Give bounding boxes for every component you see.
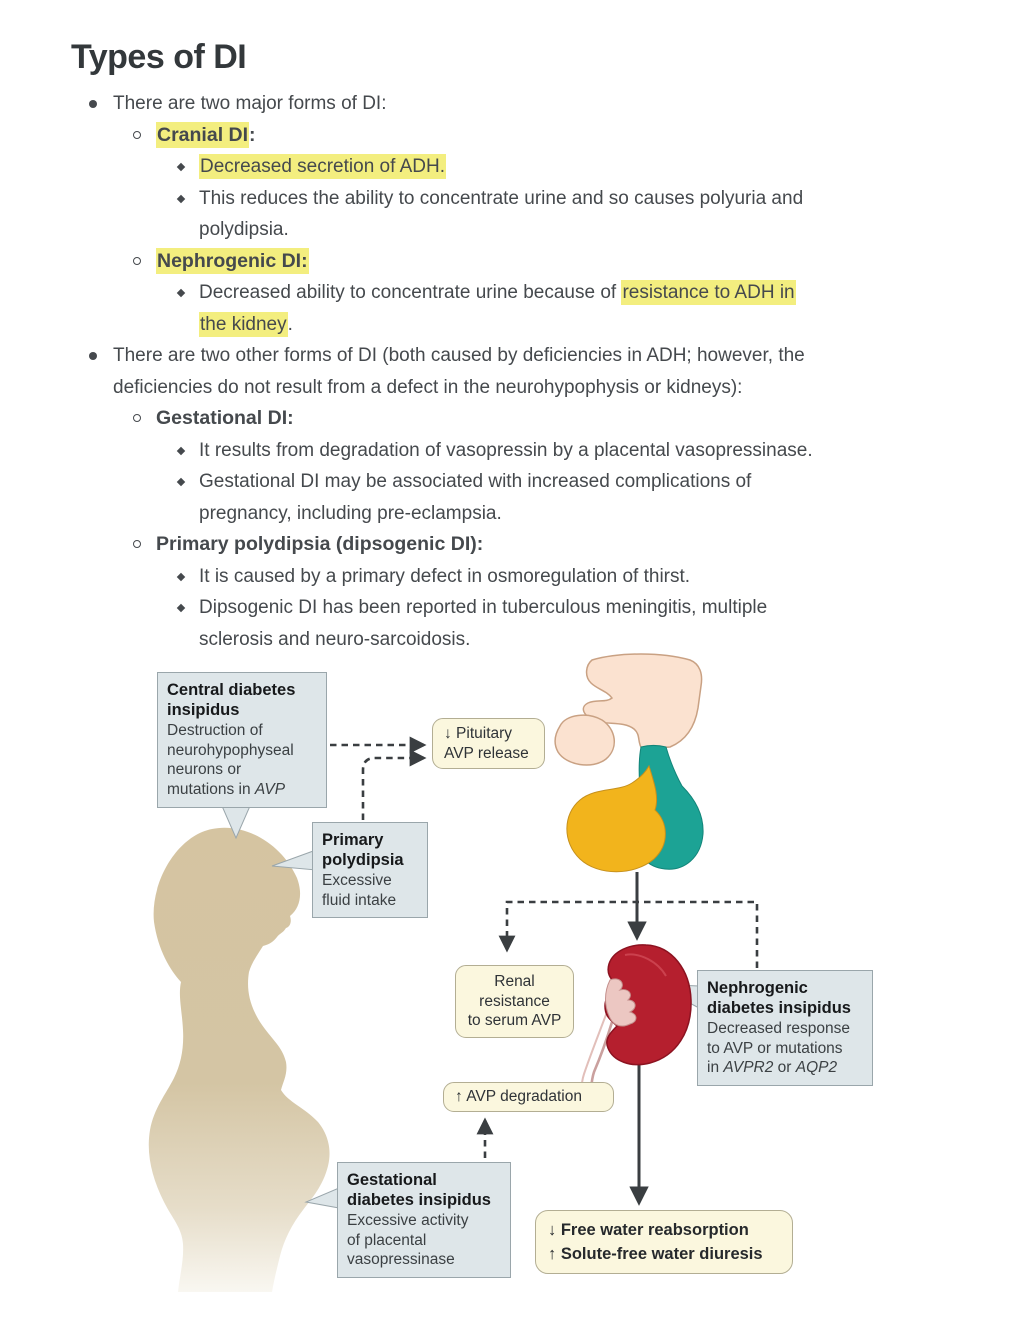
- box-title: Central diabetes insipidus: [167, 681, 296, 719]
- note-item: [0, 151, 1036, 183]
- pregnant-woman-silhouette: [149, 828, 330, 1292]
- kidney: [580, 945, 691, 1100]
- note-text: Gestational DI may be associated with increased complications of pregnancy, including pre-eclampsia.: [199, 471, 752, 524]
- box-body: Excessive fluid intake: [322, 872, 397, 909]
- note-item: [0, 277, 1036, 340]
- circle-bullet-icon: [133, 257, 141, 265]
- box-title: Nephrogenic diabetes insipidus: [707, 979, 851, 1017]
- disc-bullet-icon: [89, 352, 97, 360]
- note-item: [0, 466, 1036, 529]
- circle-bullet-icon: [133, 414, 141, 422]
- note-text: This reduces the ability to concentrate urine and so causes polyuria and polydipsia.: [199, 187, 804, 240]
- diamond-bullet-icon: [177, 604, 185, 612]
- diamond-bullet-icon: [177, 289, 185, 297]
- avp-degradation-box: ↑ AVP degradation: [443, 1082, 614, 1112]
- circle-bullet-icon: [133, 131, 141, 139]
- note-item: [0, 88, 1036, 120]
- note-text: Nephrogenic DI:: [157, 249, 308, 272]
- note-text: Decreased secretion of ADH.: [200, 156, 446, 177]
- box-title: Primary polydipsia: [322, 831, 404, 869]
- note-text: Dipsogenic DI has been reported in tuberculous meningitis, multiple sclerosis and neuro-sarcoidosis.: [199, 597, 768, 650]
- hypothalamus-pituitary-gland: [555, 654, 703, 872]
- box-body: Destruction of neurohypophyseal neurons or mutations in AVP: [167, 722, 294, 798]
- note-text: It results from degradation of vasopressin by a placental vasopressinase.: [199, 439, 813, 461]
- note-item: [0, 561, 1036, 593]
- note-item: [0, 403, 1036, 435]
- note-text: Cranial DI:: [157, 123, 256, 146]
- di-mechanism-diagram: [0, 650, 1036, 1331]
- free-water-outcome-box: ↓ Free water reabsorption ↑ Solute-free water diuresis: [535, 1210, 793, 1274]
- dashed-arrow-polydipsia-to-pituitary: [363, 758, 424, 820]
- disc-bullet-icon: [89, 100, 97, 108]
- note-text: Decreased ability to concentrate urine because of resistance to ADH in the kidney.: [199, 282, 795, 335]
- box-body: Decreased response to AVP or mutations in AVPR2 or AQP2: [707, 1020, 851, 1076]
- note-item: [0, 183, 1036, 246]
- notes-list: [0, 88, 1036, 655]
- note-text: Primary polydipsia (dipsogenic DI):: [156, 533, 484, 555]
- note-item: [0, 340, 1036, 403]
- note-item: [0, 592, 1036, 655]
- note-text: There are two major forms of DI:: [113, 93, 387, 114]
- diamond-bullet-icon: [177, 446, 185, 454]
- note-item: [0, 435, 1036, 467]
- diamond-bullet-icon: [177, 572, 185, 580]
- nephrogenic-di-box: [697, 970, 873, 1086]
- note-text: It is caused by a primary defect in osmoregulation of thirst.: [199, 565, 691, 587]
- note-text: There are two other forms of DI (both caused by deficiencies in ADH; however, the deficiencies do not result from a defect in the neurohypophysis or kidneys):: [113, 345, 805, 398]
- box-body: Excessive activity of placental vasopressinase: [347, 1212, 469, 1268]
- note-item: [0, 246, 1036, 278]
- pituitary-avp-release-box: ↓ Pituitary AVP release: [432, 718, 545, 769]
- diamond-bullet-icon: [177, 163, 185, 171]
- primary-polydipsia-box: [312, 822, 428, 918]
- diamond-bullet-icon: [177, 478, 185, 486]
- box-title: Gestational diabetes insipidus: [347, 1171, 491, 1209]
- note-item: [0, 120, 1036, 152]
- central-di-box: [157, 672, 327, 808]
- gestational-di-box: [337, 1162, 511, 1278]
- diamond-bullet-icon: [177, 194, 185, 202]
- circle-bullet-icon: [133, 540, 141, 548]
- page-title: Types of DI: [71, 38, 247, 76]
- note-item: [0, 529, 1036, 561]
- renal-resistance-box: Renal resistance to serum AVP: [455, 965, 574, 1038]
- note-text: Gestational DI:: [156, 407, 294, 429]
